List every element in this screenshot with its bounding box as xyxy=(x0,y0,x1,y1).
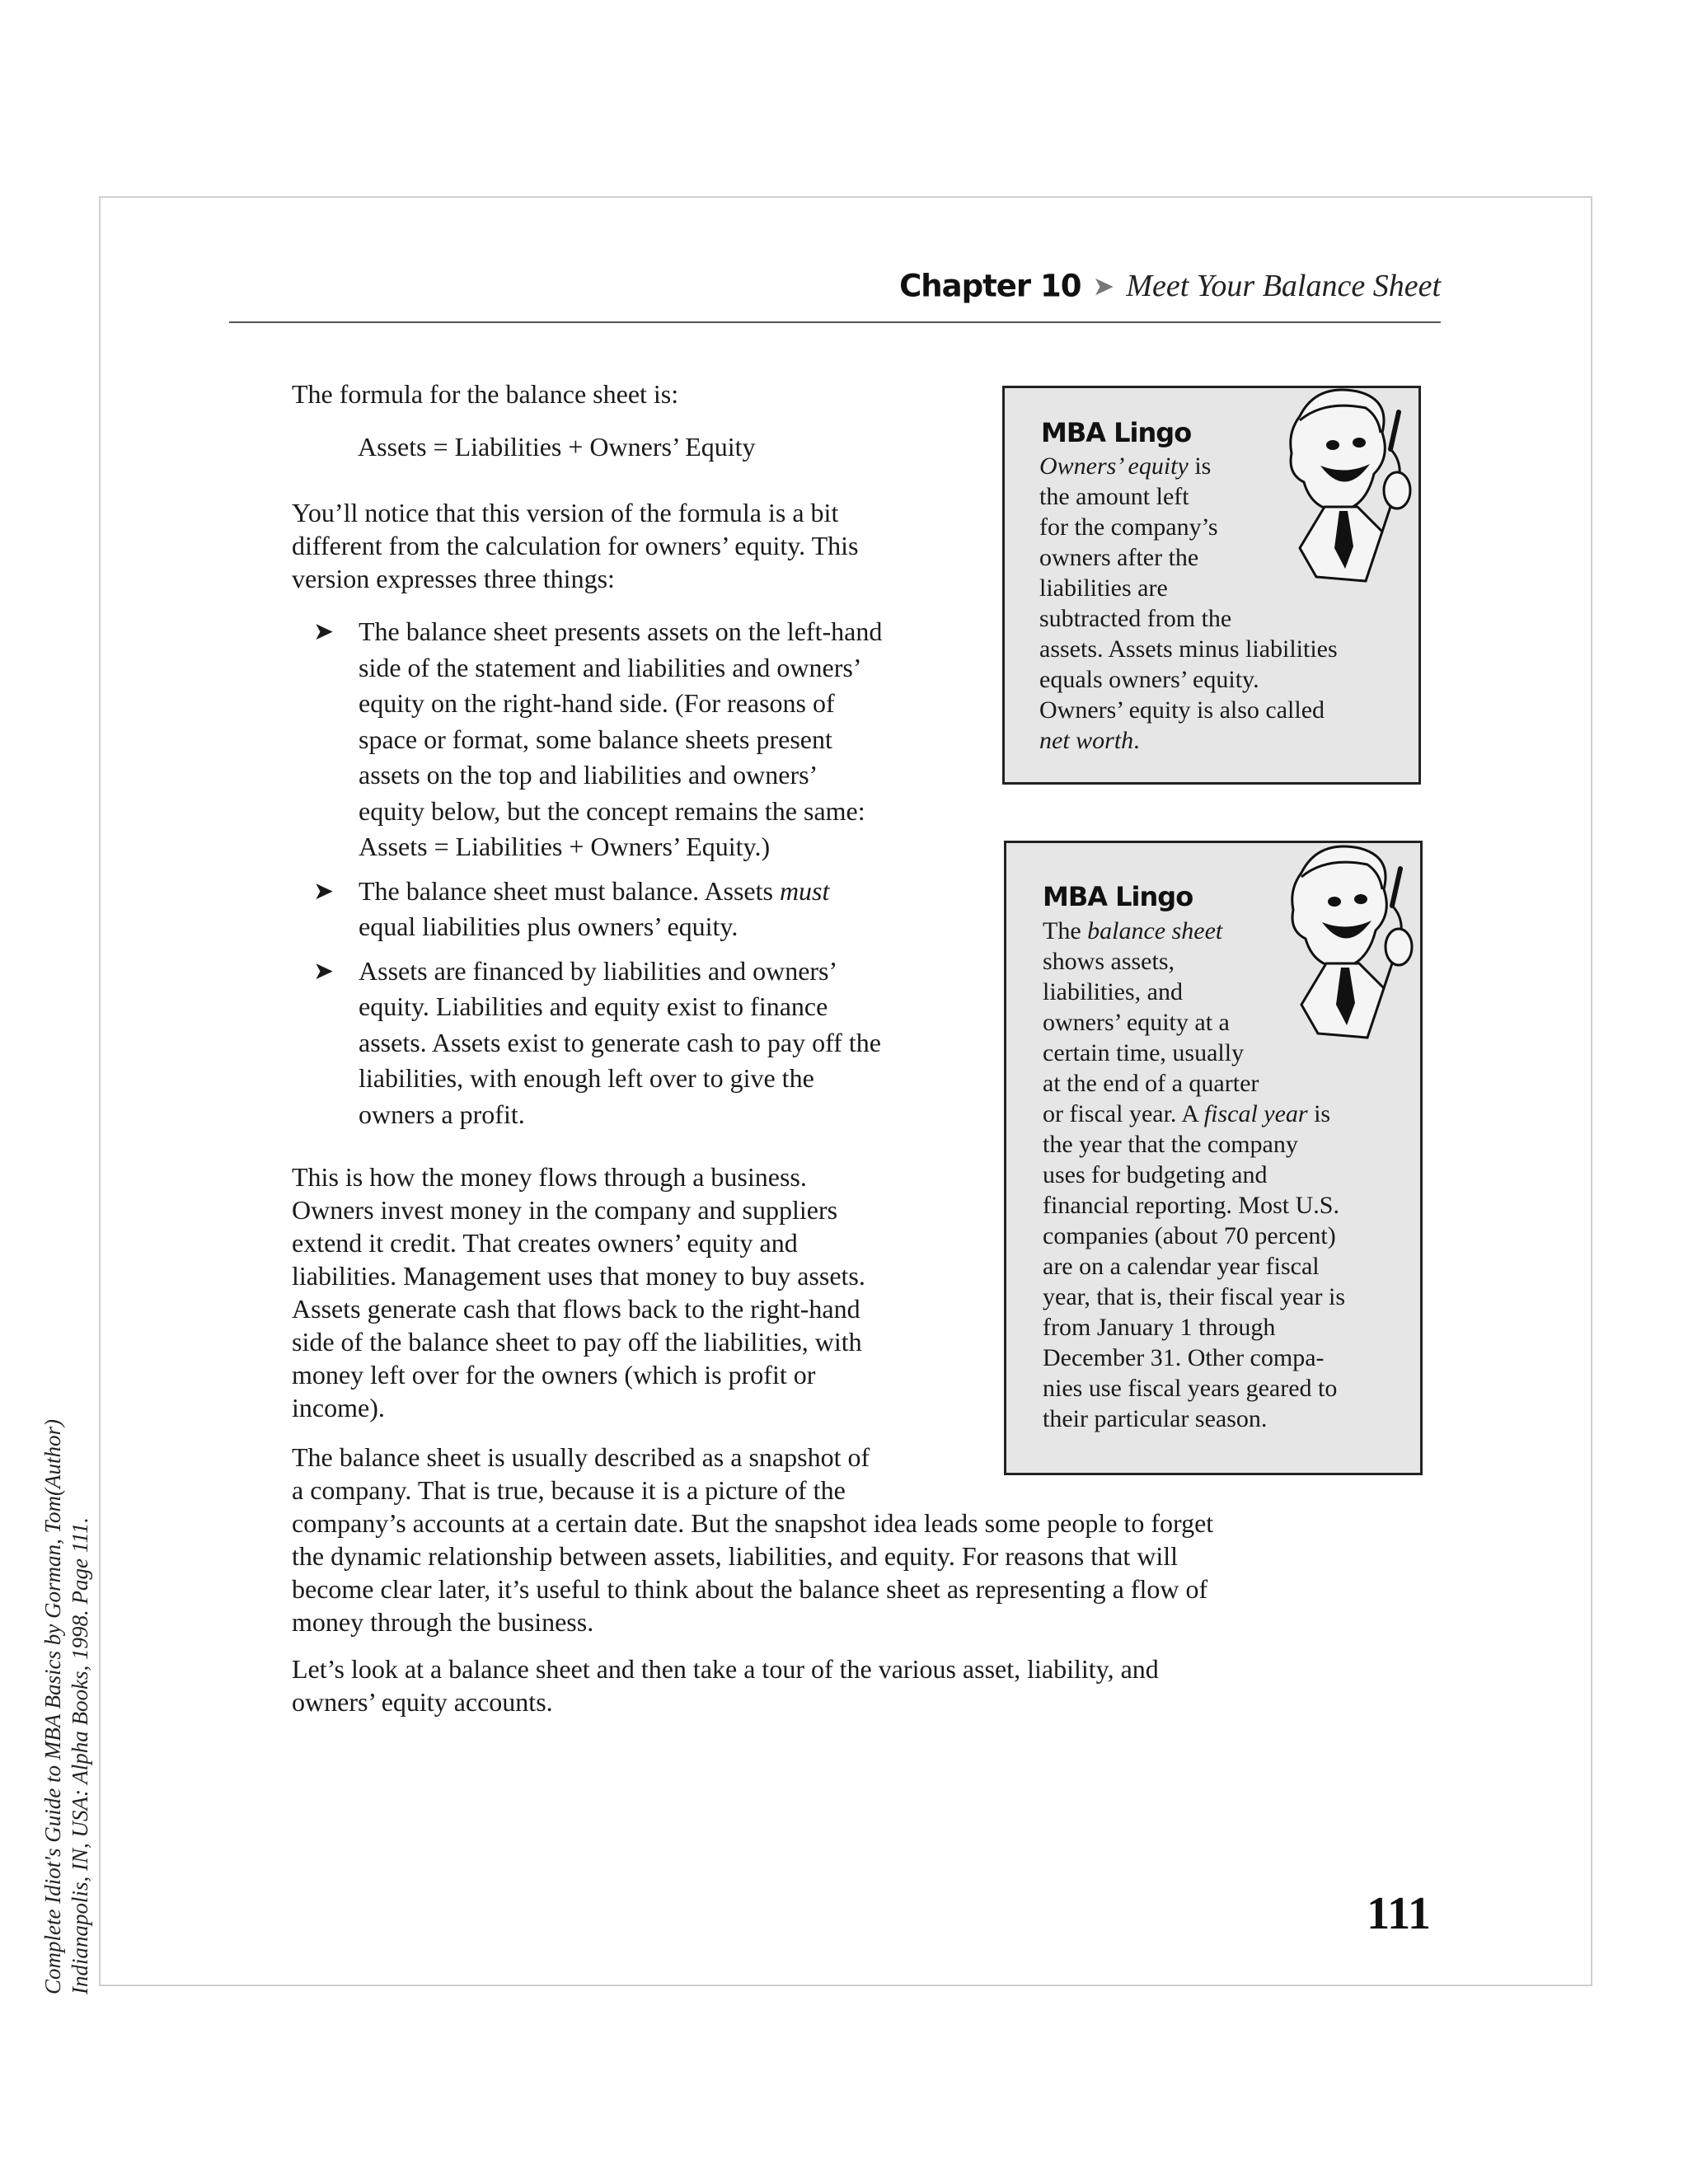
paragraph-2: This is how the money flows through a business. Owners invest money in the company and suppliers extend it credit. That creates owners’ equity and liabilities. Management uses that money to buy assets. Assets generate cash that flows back to the right-hand side of the balance sheet to pay off the liabilities, with money left over for the owners (which is profit or income). xyxy=(292,1162,865,1422)
chapter-label: Chapter 10 xyxy=(899,268,1081,304)
mba-lingo-sidebar-owners-equity xyxy=(1002,386,1421,785)
citation-line: Indianapolis, IN, USA: Alpha Books, 1998. Page 111. xyxy=(68,1517,92,1994)
page-number: 111 xyxy=(1367,1888,1431,1939)
arrow-bullet-icon: ➤ xyxy=(313,957,335,985)
list-item: ➤ The balance sheet presents assets on the left-hand side of the statement and liabilities and owners’ equity on the right-hand side. (For reasons of space or format, some balance sheets present assets on the top and liabilities and owners’ equity below, but the concept remains the same: Assets = Liabilities + Owners’ Equity.) xyxy=(313,614,973,865)
arrow-bullet-icon: ➤ xyxy=(313,618,335,645)
chapter-title: Meet Your Balance Sheet xyxy=(1126,269,1441,303)
arrow-bullet-icon: ➤ xyxy=(313,877,335,905)
paragraph-4: Let’s look at a balance sheet and then take a tour of the various asset, liability, and owners’ equity accounts. xyxy=(292,1654,1159,1717)
list-item: ➤ Assets are financed by liabilities and owners’ equity. Liabilities and equity exist to finance assets. Assets exist to generate cash to pay off the liabilities, with enough left over to give the owners a profit. xyxy=(313,954,973,1133)
bullet-list xyxy=(313,614,973,1141)
formula: Assets = Liabilities + Owners’ Equity xyxy=(358,432,756,462)
arrow-icon: ➤ xyxy=(1092,271,1115,301)
paragraph-1: You’ll notice that this version of the formula is a bit different from the calculation for owners’ equity. This version expresses three things: xyxy=(292,498,859,593)
mba-lingo-sidebar-balance-sheet xyxy=(1004,841,1423,1475)
list-item: ➤ The balance sheet must balance. Assets must equal liabilities plus owners’ equity. xyxy=(313,874,973,945)
sidebar-title: MBA Lingo xyxy=(1041,417,1192,448)
running-head xyxy=(229,268,1441,323)
citation-line: Complete Idiot's Guide to MBA Basics by Gorman, Tom(Author) xyxy=(40,1419,65,1994)
paragraph-3: The balance sheet is usually described as a snapshot of a company. That is true, because it is a picture of the company’s accounts at a certain date. But the snapshot idea leads some people to forget the dynamic relationship between assets, liabilities, and equity. For reasons that will become clear later, it’s useful to think about the balance sheet as representing a flow of money through the business. xyxy=(292,1442,1214,1637)
sidebar-definition: The balance sheet shows assets, liabilities, and owners’ equity at a certain time, usually at the end of a quarter or fiscal year. A fiscal year is the year that the company uses for budgeting and financial reporting. Most U.S. companies (about 70 percent) are on a calendar year fiscal year, that is, their fiscal year is from January 1 through December 31. Other compa- nies use fiscal years geared to their particular season. xyxy=(1043,917,1345,1432)
mascot-pointing-icon xyxy=(1267,383,1415,606)
intro-text: The formula for the balance sheet is: xyxy=(292,379,679,409)
mascot-pointing-icon xyxy=(1268,840,1417,1062)
source-citation xyxy=(40,1088,94,1994)
sidebar-definition: Owners’ equity is the amount left for the company’s owners after the liabilities are subtracted from the assets. Assets minus liabilities equals owners’ equity. Owners’ equity is also called net worth. xyxy=(1039,452,1338,754)
sidebar-title: MBA Lingo xyxy=(1043,881,1193,912)
